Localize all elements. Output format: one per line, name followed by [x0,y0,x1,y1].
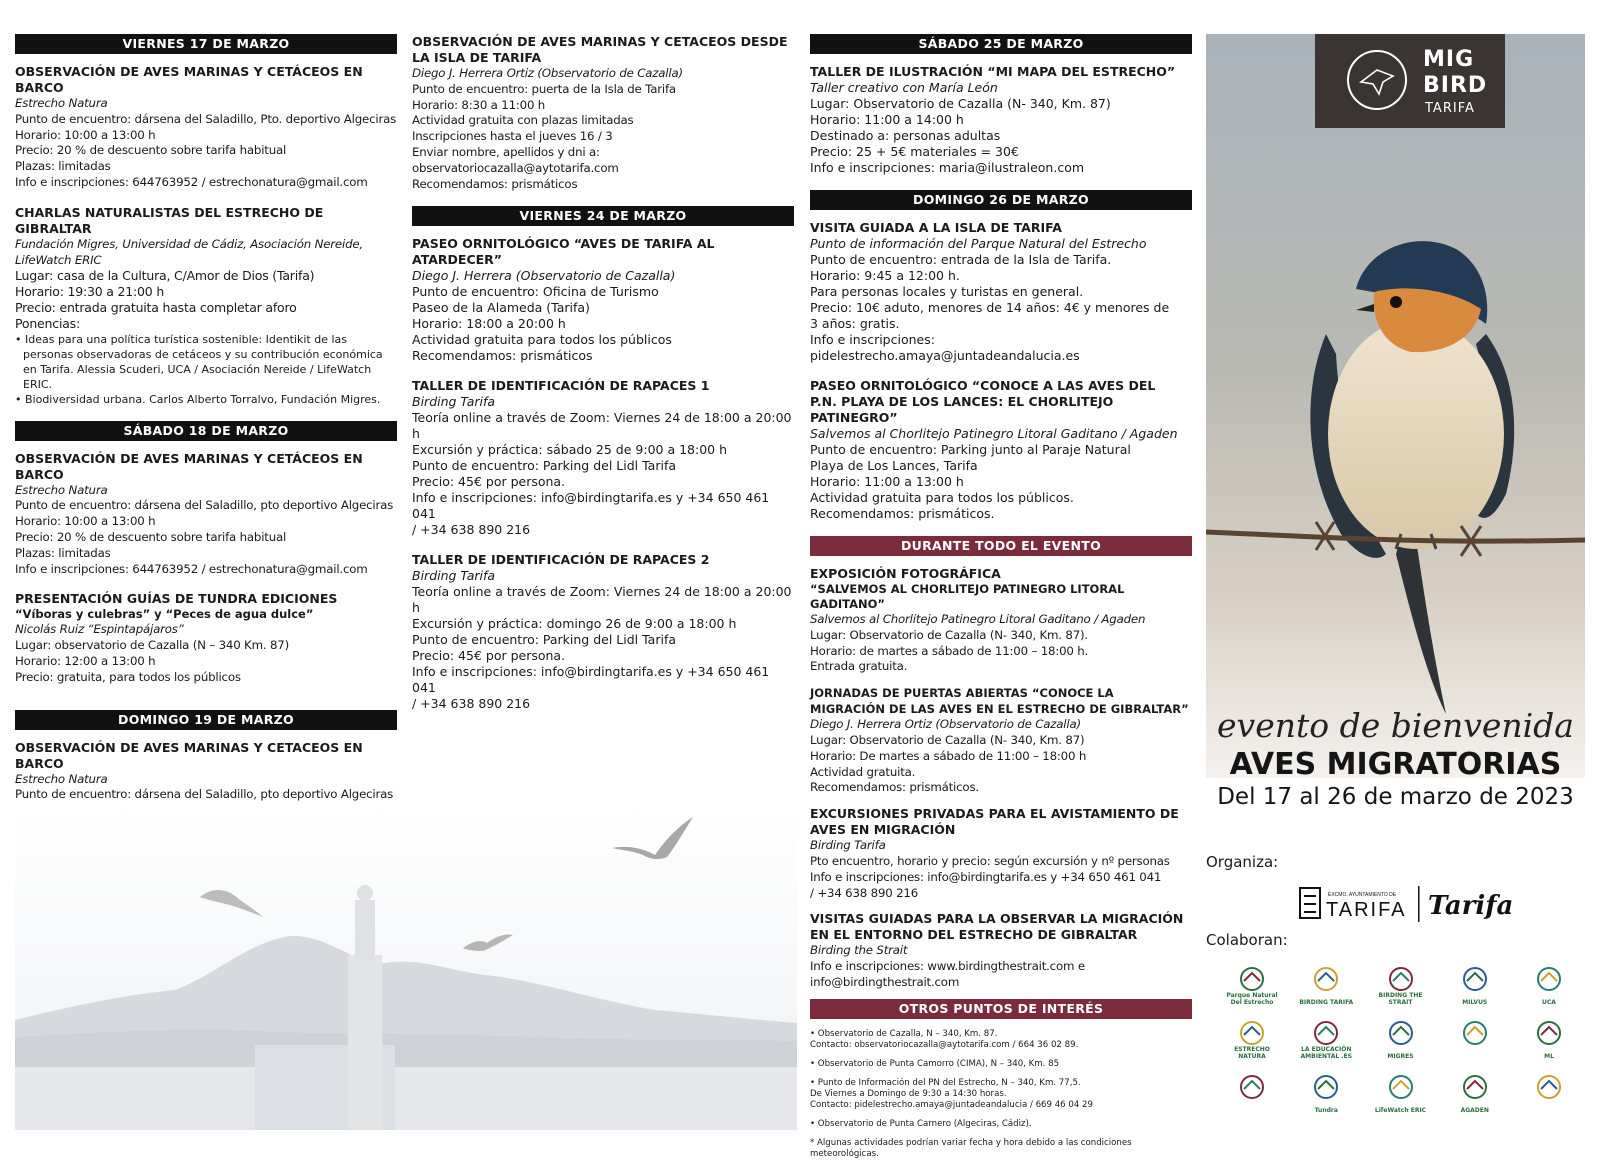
event-organizer: Diego J. Herrera Ortiz (Observatorio de Cazalla) [810,717,1081,732]
event-organizer: Estrecho Natura [15,482,108,497]
event-organizer: Taller creativo con María León [810,80,998,95]
event-title: EXCURSIONES PRIVADAS PARA EL AVISTAMIENTO DE AVES EN MIGRACIÓN [810,806,1179,838]
event-detail: Horario: 11:00 a 14:00 h [810,112,964,127]
event-detail: Excursión y práctica: sábado 25 de 9:00 a 18:00 h [412,442,728,458]
partner-logo [1377,1020,1425,1060]
event-detail: Precio: 25 + 5€ materiales = 30€ [810,144,1019,159]
event-detail: Info e inscripciones: maria@ilustraleon.com [810,160,1085,175]
event-detail: Enviar nombre, apellidos y dni a: [412,144,600,159]
event-detail: / +34 638 890 216 [412,522,531,538]
event-organizer: Birding the Strait [810,943,908,958]
event-detail: Precio: 45€ por persona. [412,648,566,664]
event-detail: Plazas: limitadas [15,545,111,560]
event-detail: Punto de encuentro: dársena del Saladillo, pto deportivo Algeciras [15,787,394,802]
event-detail: Lugar: casa de la Cultura, C/Amor de Dios (Tarifa) [15,268,315,284]
event-organizer: Diego J. Herrera (Observatorio de Cazalla) [412,268,676,284]
event-detail: Punto de encuentro: Parking junto al Paraje Natural [810,442,1131,457]
origami-bird-icon [1347,50,1407,110]
partner-emblem-icon [1458,1074,1492,1100]
event-title: OBSERVACIÓN DE AVES MARINAS Y CETACEOS EN BARCO [15,739,363,771]
logo-line-3: TARIFA [1425,101,1475,116]
partner-logo [1525,966,1573,1006]
day-header: DOMINGO 26 DE MARZO [810,190,1192,210]
day-header: SÁBADO 18 DE MARZO [15,421,397,441]
interest-line: De Viernes a Domingo de 9:30 a 14:30 horas. [810,1088,1007,1099]
partner-logo [1228,1074,1276,1114]
statue-base [348,955,382,1130]
colaboran-label: Colaboran: [1206,931,1288,949]
event-title: OBSERVACIÓN DE AVES MARINAS Y CETACEOS DESDE LA ISLA DE TARIFA [412,34,788,65]
column-2 [412,34,794,726]
event-organizer: Birding Tarifa [412,394,496,410]
event-organizer: Fundación Migres, Universidad de Cádiz, Asociación Nereide, LifeWatch ERIC [15,236,363,267]
partner-emblem-icon [1384,1020,1418,1046]
event-detail: Precio: 20 % de descuento sobre tarifa habitual [15,529,287,544]
event-detail: Punto de encuentro: Parking del Lidl Tarifa [412,632,677,648]
event-detail: Horario: 9:45 a 12:00 h. [810,268,960,283]
event-detail: Actividad gratuita para todos los públicos [412,332,672,348]
partner-emblem-icon [1235,1074,1269,1100]
event-detail: Info e inscripciones: [810,332,935,347]
event-detail: Recomendamos: prismáticos [412,348,593,364]
organizer-small: EXCMO. AYUNTAMIENTO DE [1328,892,1397,898]
event-detail: Punto de encuentro: dársena del Saladillo, pto deportivo Algeciras [15,498,394,513]
event-detail: Punto de encuentro: Oficina de Turismo [412,284,659,300]
partner-emblem-icon [1384,966,1418,992]
event-detail: Punto de encuentro: entrada de la Isla de Tarifa. [810,252,1112,267]
event-detail: Teoría online a través de Zoom: Viernes 24 de 18:00 a 20:00 h [412,584,792,616]
partner-logo [1525,1020,1573,1060]
event-detail: Punto de encuentro: Parking del Lidl Tarifa [412,458,677,474]
event-block [810,220,1192,364]
event-organizer: Punto de información del Parque Natural del Estrecho [810,236,1147,251]
interest-item [810,1138,1192,1160]
swallow-photo [1206,34,1585,778]
partner-emblem-icon [1532,1074,1566,1100]
event-detail: Destinado a: personas adultas [810,128,1001,143]
partner-emblem-icon [1235,1020,1269,1046]
partner-logo [1525,1074,1573,1114]
partner-logo [1374,1074,1427,1114]
event-detail: Ponencias: [15,315,81,331]
event-detail: 3 años: gratis. [810,316,900,331]
event-detail: Horario: 12:00 a 13:00 h [15,653,156,668]
event-block [810,685,1192,796]
event-detail: Precio: entrada gratuita hasta completar aforo [15,299,297,315]
partner-emblem-icon [1458,966,1492,992]
event-detail: Actividad gratuita. [810,764,916,779]
organizer-name: TARIFA [1326,899,1407,921]
event-block [412,34,794,192]
event-title: PRESENTACIÓN GUÍAS DE TUNDRA EDICIONES [15,591,338,607]
section-header: DURANTE TODO EL EVENTO [810,536,1192,556]
event-title: CHARLAS NATURALISTAS DEL ESTRECHO DE GIBRALTAR [15,204,324,236]
event-detail: Info e inscripciones: 644763952 / estrechonatura@gmail.com [15,174,368,189]
event-title: OBSERVACIÓN DE AVES MARINAS Y CETÁCEOS EN BARCO [15,64,363,95]
statue-body [355,900,375,960]
partner-emblem-icon [1309,966,1343,992]
event-block [412,552,794,712]
interest-line: • Punto de Información del PN del Estrecho, N – 340, Km. 77,5. [810,1077,1081,1088]
interest-item [810,1078,1192,1111]
event-block [412,236,794,364]
partner-logo [1451,1020,1499,1060]
event-detail: Punto de encuentro: dársena del Saladillo, Pto. deportivo Algeciras [15,111,397,126]
interest-item [810,1029,1192,1051]
logo-line-2: BIRD [1423,73,1488,98]
partner-emblem-icon [1532,1020,1566,1046]
event-detail: Lugar: Observatorio de Cazalla (N- 340, Km. 87). [810,627,1088,642]
partner-name: LifeWatch ERIC [1374,1107,1427,1114]
event-detail: info@birdingthestrait.com [810,974,960,989]
partner-emblem-icon [1458,1020,1492,1046]
event-bullet: • Biodiversidad urbana. Carlos Alberto Torralvo, Fundación Migres. [15,392,381,406]
event-detail: Plazas: limitadas [15,159,111,174]
event-organizer: Nicolás Ruiz “Espintapájaros” [15,622,184,637]
event-title: JORNADAS DE PUERTAS ABIERTAS “CONOCE LA MIGRACIÓN DE LAS AVES EN EL ESTRECHO DE GIBRALTAR” [810,686,1189,717]
landscape-illustration [15,805,797,1130]
column-3 [810,34,1192,1168]
event-detail: Pto encuentro, horario y precio: según excursión y nº personas [810,853,1170,868]
event-detail: Info e inscripciones: info@birdingtarifa.es y +34 650 461 041 [810,869,1162,884]
bird-eye [1390,296,1402,308]
partner-name: ESTRECHO NATURA [1234,1046,1270,1060]
event-detail: Horario: 8:30 a 11:00 h [412,97,546,112]
event-detail: Entrada gratuita. [810,659,908,674]
partner-logo [1302,1074,1350,1114]
interest-line: • Observatorio de Punta Carnero (Algeciras, Cádiz). [810,1118,1032,1129]
interest-line: Contacto: pidelestrecho.amaya@juntadeandalucia / 669 46 04 29 [810,1099,1093,1110]
partner-emblem-icon [1309,1020,1343,1046]
day-header: VIERNES 17 DE MARZO [15,34,397,54]
partner-logo [1299,966,1354,1006]
event-detail: Horario: De martes a sábado de 11:00 – 18:00 h [810,748,1087,763]
event-organizer: Salvemos al Chorlitejo Patinegro Litoral Gaditano / Agaden [810,612,1146,626]
event-detail: Precio: gratuita, para todos los públicos [15,669,241,684]
partner-logo [1451,1074,1499,1114]
event-detail: Horario: de martes a sábado de 11:00 – 18:00 h. [810,643,1089,658]
partner-logo [1377,966,1425,1006]
interest-item [810,1119,1192,1130]
interest-item [810,1059,1192,1070]
event-block [810,911,1192,990]
interest-line: Contacto: observatoriocazalla@aytotarifa.com / 664 36 02 89. [810,1039,1079,1050]
statue-head [357,885,373,901]
event-title: VISITA GUIADA A LA ISLA DE TARIFA [810,220,1062,235]
event-block [810,566,1192,675]
event-detail: Info e inscripciones: www.birdingthestrait.com e [810,959,1085,974]
event-block [412,378,794,538]
event-block [810,378,1192,522]
migbird-logo [1315,34,1505,128]
event-detail: Playa de Los Lances, Tarifa [810,458,978,473]
event-detail: pidelestrecho.amaya@juntadeandalucia.es [810,348,1080,363]
partner-row [1228,1019,1573,1061]
partner-name: UCA [1542,999,1556,1006]
event-detail: Lugar: observatorio de Cazalla (N – 340 Km. 87) [15,638,289,653]
event-detail: Horario: 18:00 a 20:00 h [412,316,566,332]
event-detail: Paseo de la Alameda (Tarifa) [412,300,590,316]
partner-name: LA EDUCACIÓN AMBIENTAL .ES [1300,1046,1352,1060]
event-detail: Recomendamos: prismáticos. [810,506,995,521]
event-organizer: Birding Tarifa [810,838,886,853]
event-detail: / +34 638 890 216 [412,696,531,712]
day-header: VIERNES 24 DE MARZO [412,206,794,226]
partner-name: Parque Natural Del Estrecho [1226,992,1278,1006]
interest-line: • Observatorio de Punta Camorro (CIMA), N – 340, Km. 85 [810,1058,1060,1069]
event-title: PASEO ORNITOLÓGICO “CONOCE A LAS AVES DEL [810,378,1156,393]
partner-row [1228,1073,1573,1115]
partner-name: MIGRES [1387,1053,1414,1060]
partner-logo [1228,1020,1276,1060]
event-title: VISITAS GUIADAS PARA LA OBSERVAR LA MIGRACIÓN EN EL ENTORNO DEL ESTRECHO DE GIBRALTAR [810,911,1184,943]
event-detail: Para personas locales y turistas en general. [810,284,1084,299]
event-detail: Horario: 19:30 a 21:00 h [15,284,165,300]
event-detail: Precio: 10€ aduto, menores de 14 años: 4€ y menores de [810,300,1170,315]
event-detail: Actividad gratuita con plazas limitadas [412,113,634,128]
event-detail: Excursión y práctica: domingo 26 de 9:00 a 18:00 h [412,616,737,632]
organiza-label: Organiza: [1206,853,1279,871]
tarifa-council-logo [1298,882,1518,926]
event-block [810,806,1192,901]
event-block [15,205,397,407]
partner-emblem-icon [1532,966,1566,992]
interest-list [810,1029,1192,1160]
event-title: OBSERVACIÓN DE AVES MARINAS Y CETÁCEOS EN BARCO [15,450,363,482]
event-block [15,64,397,191]
event-title: PASEO ORNITOLÓGICO “AVES DE TARIFA AL ATARDECER” [412,236,715,268]
section-header: OTROS PUNTOS DE INTERÉS [810,999,1192,1019]
event-detail: Recomendamos: prismáticos [412,176,578,191]
event-detail: Horario: 11:00 a 13:00 h [810,474,964,489]
partner-name: BIRDING TARIFA [1299,999,1354,1006]
event-detail: Teoría online a través de Zoom: Viernes 24 de 18:00 a 20:00 h [412,410,792,442]
event-detail: Info e inscripciones: info@birdingtarifa.es y +34 650 461 041 [412,490,770,522]
partner-emblem-icon [1235,966,1269,992]
event-block [15,451,397,578]
partner-name: ML [1544,1053,1554,1060]
event-detail: Horario: 10:00 a 13:00 h [15,127,156,142]
interest-line: * Algunas actividades podrían variar fecha y hora debido a las condiciones meteorológicas. [810,1137,1132,1159]
partner-logos [1228,965,1573,1127]
event-detail: Horario: 10:00 a 13:00 h [15,514,156,529]
event-detail: / +34 638 890 216 [810,885,919,900]
partner-logo [1302,1020,1350,1060]
day-header: SÁBADO 25 DE MARZO [810,34,1192,54]
column-1 [15,34,397,880]
event-detail: Lugar: Observatorio de Cazalla (N- 340, Km. 87) [810,732,1085,747]
event-organizer: Estrecho Natura [15,96,108,110]
day-header: DOMINGO 19 DE MARZO [15,710,397,730]
event-bullet: • Ideas para una política turística sostenible: Identikit de las personas observadoras de cetáceos y su contribución económica en Tarifa. Alessia Scuderi, UCA / Asociación Nereide / LifeWatch ERIC. [15,332,383,391]
organizer-script: Tarifa [1428,891,1514,921]
partner-logo [1451,966,1499,1006]
bird-body [1328,319,1504,549]
event-title: EXPOSICIÓN FOTOGRÁFICA [810,566,1001,581]
event-detail: observatoriocazalla@aytotarifa.com [412,160,619,175]
partner-logo [1228,966,1276,1006]
partner-emblem-icon [1384,1074,1418,1100]
partner-row [1228,965,1573,1007]
event-subtitle: “SALVEMOS AL CHORLITEJO PATINEGRO LITORAL GADITANO” [810,582,1125,611]
event-block [15,591,397,685]
tagline: evento de bienvenida [1217,706,1574,745]
event-organizer: Diego J. Herrera Ortiz (Observatorio de Cazalla) [412,66,683,80]
event-detail: Inscripciones hasta el jueves 16 / 3 [412,129,613,144]
event-detail: Info e inscripciones: info@birdingtarifa.es y +34 650 461 041 [412,664,770,696]
sea [15,1067,797,1130]
partner-name: AGADEN [1460,1107,1489,1114]
partner-name: BIRDING THE STRAIT [1378,992,1423,1006]
event-detail: Info e inscripciones: 644763952 / estrechonatura@gmail.com [15,561,368,576]
event-title-continued: P.N. PLAYA DE LOS LANCES: EL CHORLITEJO PATINEGRO” [810,394,1114,425]
event-title: TALLER DE IDENTIFICACIÓN DE RAPACES 2 [412,552,710,568]
event-detail: Punto de encuentro: puerta de la Isla de Tarifa [412,81,676,96]
event-organizer: Birding Tarifa [412,568,496,584]
event-organizer: Salvemos al Chorlitejo Patinegro Litoral Gaditano / Agaden [810,426,1178,441]
interest-line: • Observatorio de Cazalla, N – 340, Km. 87. [810,1028,998,1039]
event-subtitle: “Víboras y culebras” y “Peces de agua dulce” [15,607,314,622]
partner-name: Tundra [1314,1107,1338,1114]
logo-line-1: MIG [1423,47,1475,72]
event-organizer: Estrecho Natura [15,771,108,786]
partner-name: MILVUS [1462,999,1488,1006]
event-detail: Recomendamos: prismáticos. [810,780,979,795]
event-detail: Precio: 45€ por persona. [412,474,566,490]
event-detail: Actividad gratuita para todos los públicos. [810,490,1074,505]
headline: AVES MIGRATORIAS [1229,747,1562,782]
event-title: TALLER DE ILUSTRACIÓN “MI MAPA DEL ESTRECHO” [810,64,1176,79]
event-title: TALLER DE IDENTIFICACIÓN DE RAPACES 1 [412,378,710,394]
partner-emblem-icon [1309,1074,1343,1100]
event-block [810,64,1192,176]
event-detail: Precio: 20 % de descuento sobre tarifa habitual [15,143,287,158]
event-detail: Lugar: Observatorio de Cazalla (N- 340, Km. 87) [810,96,1111,111]
event-dates: Del 17 al 26 de marzo de 2023 [1217,784,1574,810]
